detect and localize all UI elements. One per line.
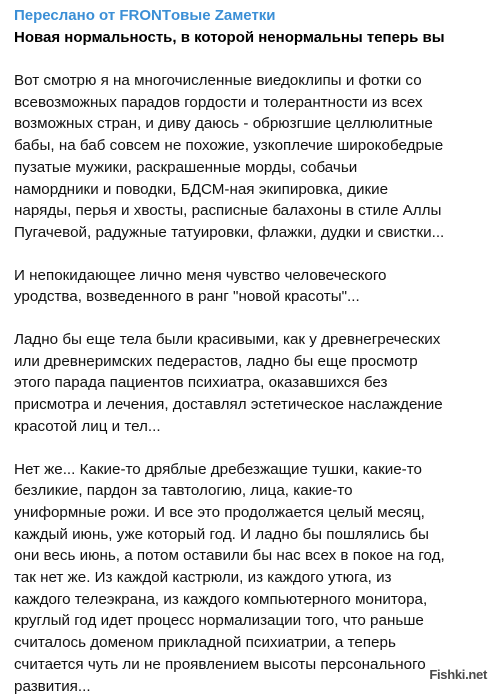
text-line: бабы, на баб совсем не похожие, узкоплечие широкобедрые: [14, 137, 444, 155]
paragraph-2: [14, 265, 480, 308]
text-line: пузатые мужики, раскрашенные морды, собачьи: [14, 158, 358, 176]
text-line: красотой лиц и тел...: [14, 417, 161, 435]
text-line: Нет же... Какие-то дряблые дребезжащие тушки, какие-то: [14, 460, 422, 478]
text-line: они весь июнь, а потом оставили бы нас всех в покое на год,: [14, 547, 445, 565]
text-line: возможных стран, и диву даюсь - обрюзгшие целлюлитные: [14, 115, 433, 133]
text-line: И непокидающее лично меня чувство человеческого: [14, 266, 387, 284]
text-line: каждый июнь, уже который год. И ладно бы пошлялись бы: [14, 525, 429, 543]
text-line: присмотра и лечения, доставлял эстетическое наслаждение: [14, 396, 443, 414]
paragraph-3: [14, 329, 480, 438]
text-line: считалось доменом прикладной психиатрии, а теперь: [14, 634, 396, 652]
text-line: Вот смотрю я на многочисленные виедоклипы и фотки со: [14, 72, 422, 89]
text-line: униформные рожи. И все это продолжается целый месяц,: [14, 503, 425, 521]
text-line: или древнеримских педерастов, ладно бы еще просмотр: [14, 352, 418, 370]
watermark-logo: Fishki.net: [429, 667, 487, 682]
text-line: уродства, возведенного в ранг "новой красоты"...: [14, 288, 360, 306]
paragraph-1: [14, 70, 480, 244]
text-line: круглый год идет процесс нормализации того, что раньше: [14, 612, 424, 630]
text-line: каждого телеэкрана, из каждого компьютерного монитора,: [14, 590, 428, 608]
text-line: считается чуть ли не проявлением высоты персонального: [14, 655, 426, 673]
text-line: наряды, перья и хвосты, расписные балахоны в стиле Аллы: [14, 202, 442, 220]
message-title: Новая нормальность, в которой ненормальны теперь вы: [14, 29, 445, 46]
text-line: Ладно бы еще тела были красивыми, как у древнегреческих: [14, 331, 441, 349]
text-line: развития...: [14, 677, 91, 695]
paragraph-4: [14, 459, 480, 697]
forwarded-from-link[interactable]: Переслано от FRONTовые Zаметки: [14, 7, 276, 24]
text-line: этого парада пациентов психиатра, оказавшихся без: [14, 374, 388, 392]
text-line: так нет же. Из каждой кастрюли, из каждого утюга, из: [14, 569, 392, 587]
text-line: безликие, пардон за тавтологию, лица, какие-то: [14, 482, 353, 500]
text-line: всевозможных парадов гордости и толерантности из всех: [14, 93, 423, 111]
text-line: намордники и поводки, БДСМ-ная экипировка, дикие: [14, 180, 389, 198]
text-line: Пугачевой, радужные татуировки, флажки, дудки и свистки...: [14, 223, 445, 241]
